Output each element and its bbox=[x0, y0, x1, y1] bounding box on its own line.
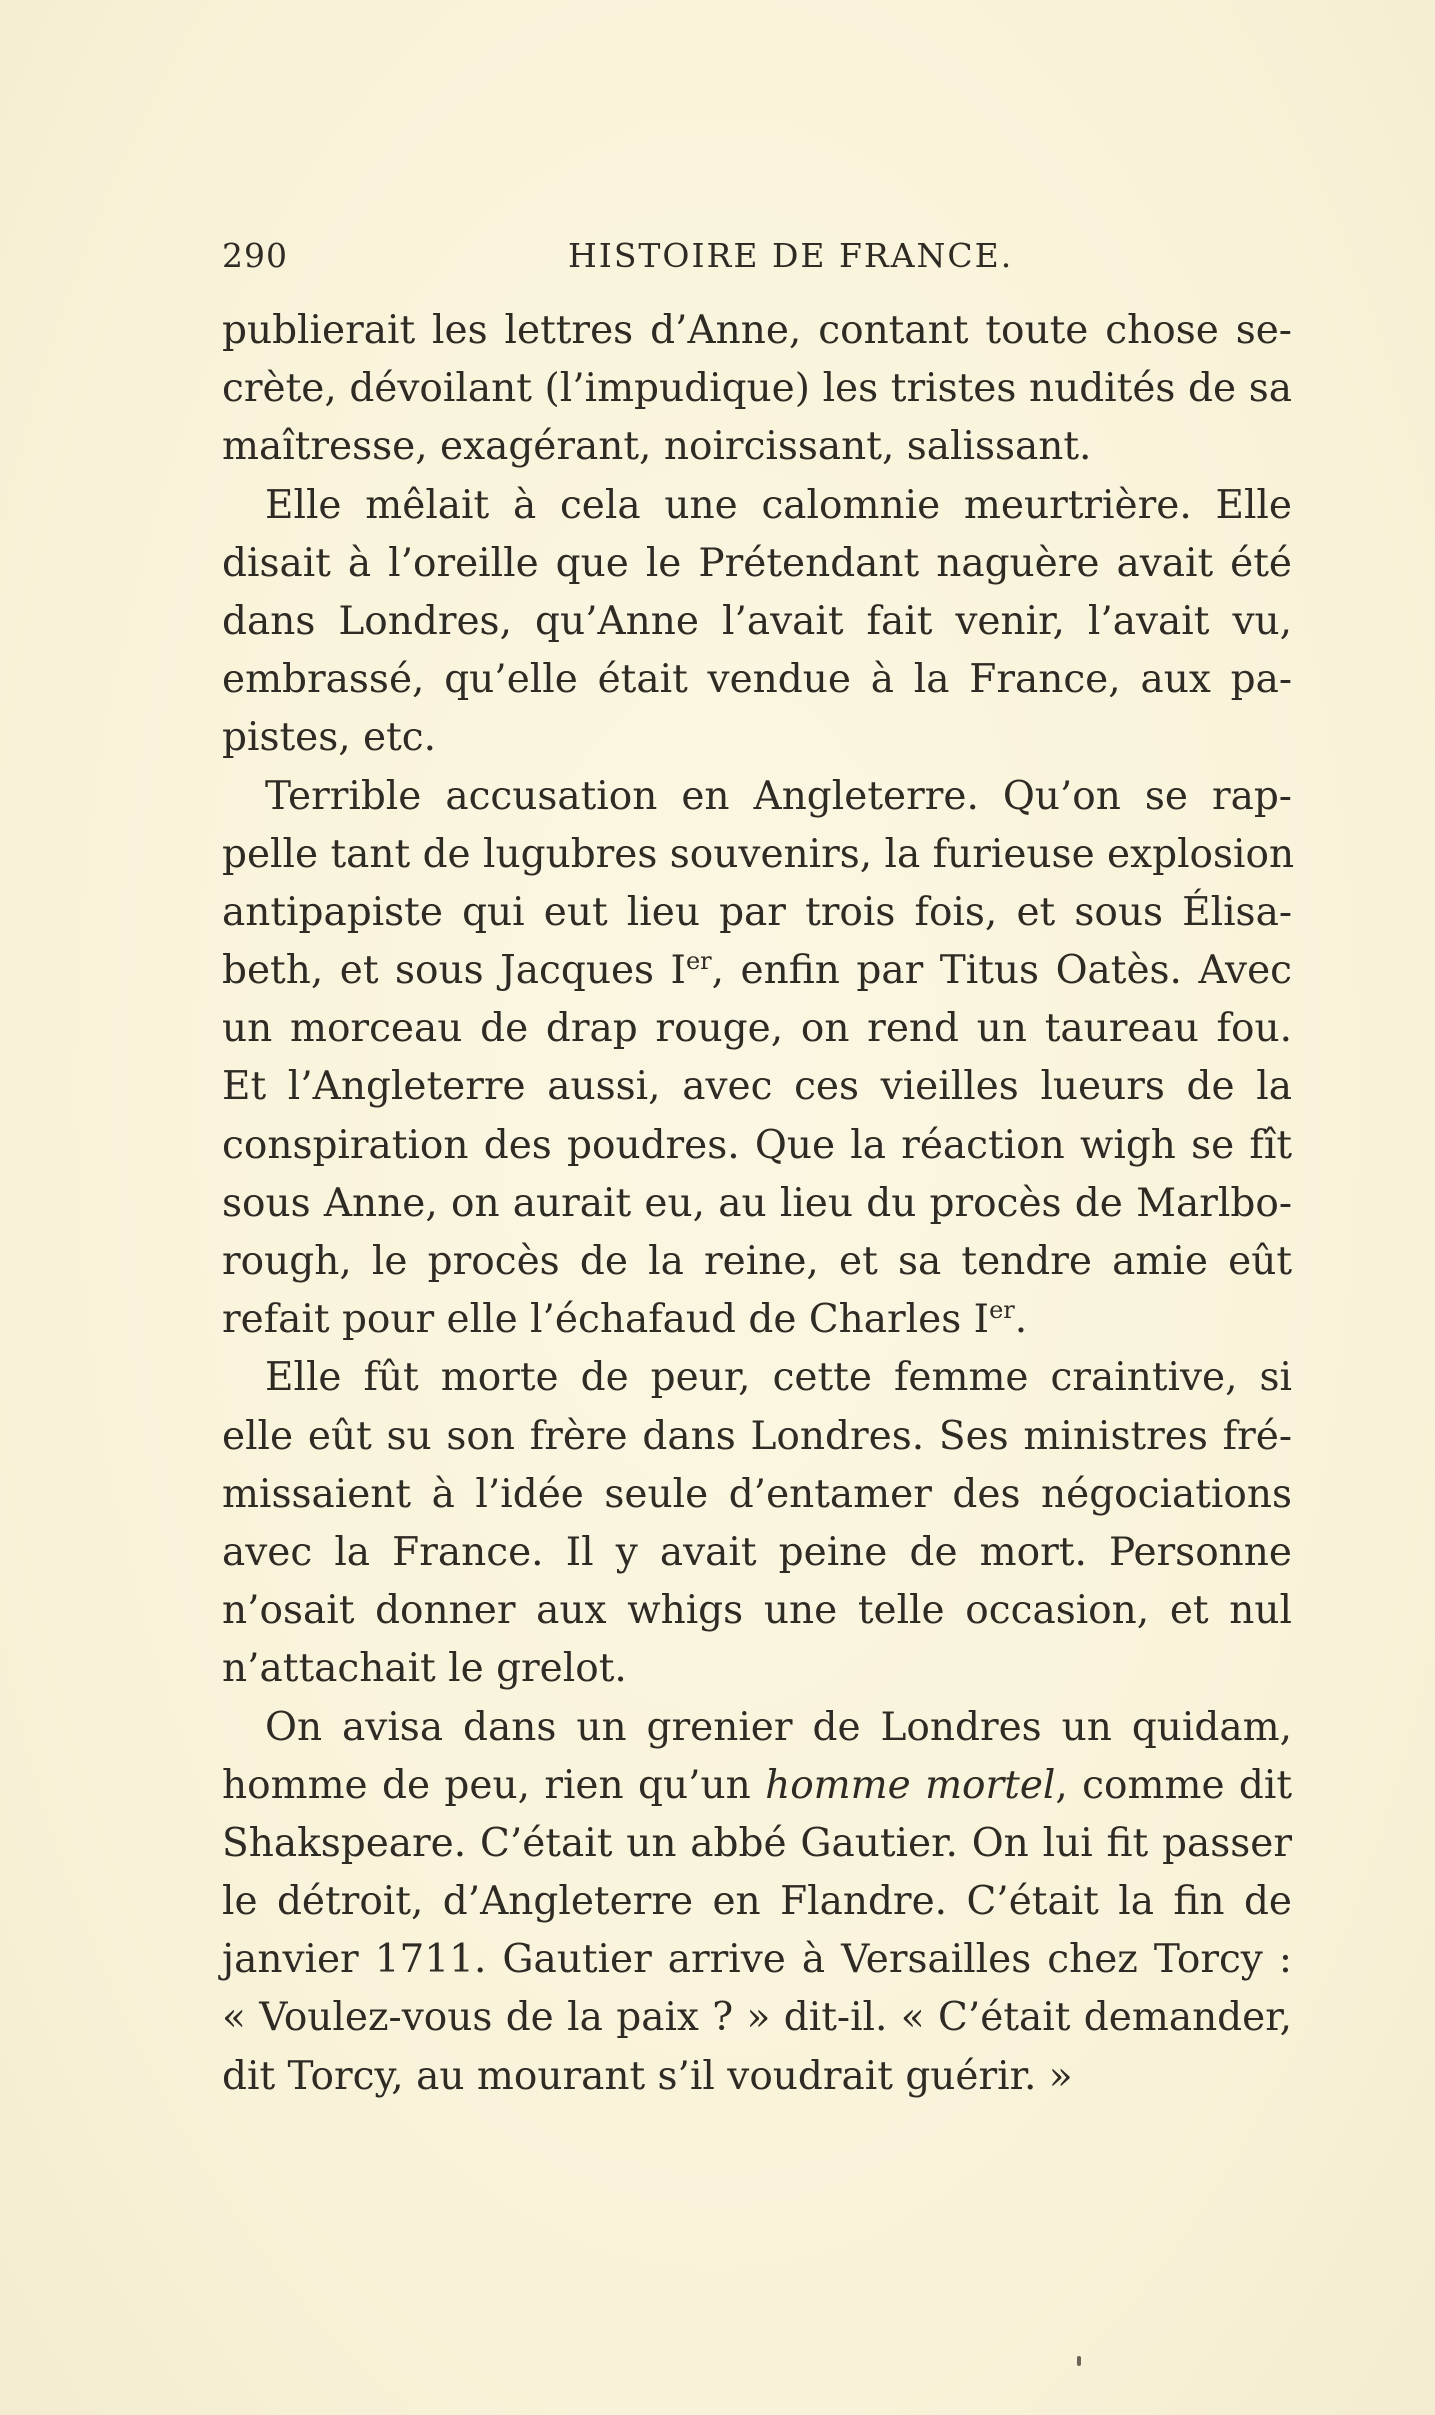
superscript: er bbox=[685, 947, 712, 976]
text-line: crète, dévoilant (l’impudique) les tristes nudités de sa bbox=[222, 366, 1292, 412]
text-line: n’osait donner aux whigs une telle occasion, et nul bbox=[222, 1588, 1292, 1634]
text-run: homme de peu, rien qu’un bbox=[222, 1762, 766, 1808]
text-line: sous Anne, on aurait eu, au lieu du procès de Marlbo- bbox=[222, 1180, 1292, 1226]
text-line bbox=[222, 1291, 1292, 1349]
italic-phrase: homme mortel bbox=[765, 1762, 1056, 1808]
text-line: maîtresse, exagérant, noircissant, salissant. bbox=[222, 424, 1092, 470]
text-line: le détroit, d’Angleterre en Flandre. C’était la fin de bbox=[222, 1879, 1292, 1925]
text-line: « Voulez-vous de la paix ? » dit-il. « C’était demander, bbox=[222, 1995, 1292, 2041]
text-line: Shakspeare. C’était un abbé Gautier. On lui fit passer bbox=[222, 1820, 1292, 1866]
text-line bbox=[222, 942, 1292, 1000]
text-line: antipapiste qui eut lieu par trois fois, et sous Élisa- bbox=[222, 889, 1292, 935]
text-line: elle eût su son frère dans Londres. Ses ministres fré- bbox=[222, 1413, 1292, 1459]
text-line: conspiration des poudres. Que la réaction wigh se fît bbox=[222, 1122, 1292, 1168]
text-line: pistes, etc. bbox=[222, 715, 437, 761]
text-run: refait pour elle l’échafaud de Charles I bbox=[222, 1297, 990, 1343]
body-text bbox=[222, 302, 1295, 2106]
text-line: disait à l’oreille que le Prétendant naguère avait été bbox=[222, 540, 1292, 586]
ink-speck bbox=[1077, 2356, 1081, 2366]
text-run: beth, et sous Jacques I bbox=[222, 948, 686, 994]
text-line: un morceau de drap rouge, on rend un taureau fou. bbox=[222, 1006, 1292, 1052]
text-line: Et l’Angleterre aussi, avec ces vieilles lueurs de la bbox=[222, 1064, 1292, 1110]
text-line: embrassé, qu’elle était vendue à la France, aux pa- bbox=[222, 657, 1292, 703]
running-title: HISTOIRE DE FRANCE. bbox=[568, 236, 1014, 275]
page-number: 290 bbox=[222, 236, 288, 275]
text-line: missaient à l’idée seule d’entamer des négociations bbox=[222, 1471, 1292, 1517]
superscript: er bbox=[989, 1296, 1015, 1325]
text-line: dit Torcy, au mourant s’il voudrait guérir. » bbox=[222, 2053, 1073, 2099]
text-line: Elle fût morte de peur, cette femme craintive, si bbox=[265, 1355, 1292, 1401]
text-line: n’attachait le grelot. bbox=[222, 1646, 627, 1692]
text-line: Terrible accusation en Angleterre. Qu’on se rap- bbox=[265, 773, 1292, 819]
text-run: . bbox=[1014, 1297, 1028, 1343]
text-line: pelle tant de lugubres souvenirs, la furieuse explosion bbox=[222, 831, 1295, 877]
page-header bbox=[222, 236, 1292, 286]
text-line: dans Londres, qu’Anne l’avait fait venir, l’avait vu, bbox=[222, 598, 1292, 644]
text-line: avec la France. Il y avait peine de mort. Personne bbox=[222, 1529, 1292, 1575]
text-line: Elle mêlait à cela une calomnie meurtrière. Elle bbox=[265, 482, 1292, 528]
text-line: janvier 1711. Gautier arrive à Versailles chez Torcy : bbox=[222, 1937, 1292, 1983]
text-run: , enfin par Titus Oatès. Avec bbox=[711, 948, 1292, 994]
text-line: publierait les lettres d’Anne, contant toute chose se- bbox=[222, 308, 1292, 353]
text-line bbox=[222, 1757, 1292, 1815]
text-run: , comme dit bbox=[1055, 1762, 1293, 1808]
text-line: On avisa dans un grenier de Londres un quidam, bbox=[265, 1704, 1292, 1750]
text-line: rough, le procès de la reine, et sa tendre amie eût bbox=[222, 1239, 1292, 1284]
